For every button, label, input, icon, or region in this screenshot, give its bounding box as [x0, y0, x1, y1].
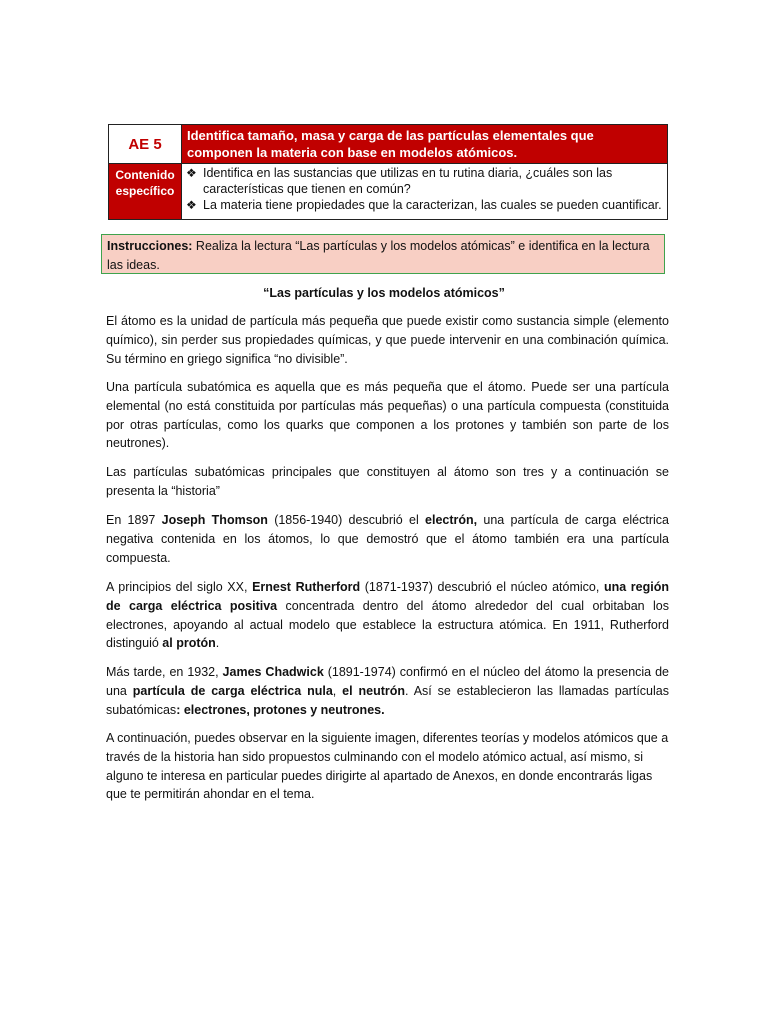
text-run: (1871-1937) descubrió el núcleo atómico, — [360, 580, 604, 594]
text-run: En 1897 — [106, 513, 162, 527]
instructions-label: Instrucciones: — [107, 239, 193, 253]
paragraph-rutherford — [106, 578, 669, 653]
instructions-box — [101, 234, 665, 274]
text-run: Más tarde, en 1932, — [106, 665, 223, 679]
content-item — [186, 165, 663, 197]
text-run: . Así se establecieron las llamadas partículas subatómicas — [106, 683, 669, 717]
diamond-bullet-icon: ❖ — [186, 166, 197, 180]
ae-code: AE 5 — [109, 125, 182, 164]
text-run-bold: James Chadwick — [222, 665, 324, 679]
text-run-bold: al protón — [162, 636, 216, 651]
text-run: A principios del siglo XX, — [106, 580, 253, 594]
paragraph-subatomic: Una partícula subatómica es aquella que es más pequeña que el átomo. Puede ser una partícula elemental (no está constituida por partículas más pequeñas) o una partícula compuesta (constituida por otras partículas, como los quarks que componen a los protones y también son parte de los neutrones). — [106, 380, 669, 451]
text-run-bold: partícula de carga eléctrica nula — [132, 683, 333, 698]
content-items — [182, 164, 668, 220]
text-run-bold: una región de carga eléctrica positiva — [106, 580, 669, 613]
reading-title: “Las partículas y los modelos atómicos” — [263, 286, 505, 300]
text-run-bold: el neutrón — [342, 683, 406, 698]
diamond-bullet-icon: ❖ — [186, 198, 197, 212]
text-run-bold: Joseph Thomson — [161, 513, 268, 527]
text-run-bold: electrón, — [425, 513, 478, 527]
paragraph-atom: El átomo es la unidad de partícula más pequeña que puede existir como sustancia simple (elemento químico), sin perder sus propiedades químicas, y que puede intervenir en una combinación química. Su término en griego significa “no divisible”. — [106, 314, 669, 366]
content-item — [186, 197, 663, 213]
paragraph-chadwick — [106, 663, 669, 719]
paragraph-history-intro: Las partículas subatómicas principales que constituyen al átomo son tres y a continuación se presenta la “historia” — [106, 465, 669, 498]
paragraph-models-intro: A continuación, puedes observar en la siguiente imagen, diferentes teorías y modelos atómicos que a través de la historia han sido propuestos culminando con el modelo atómico actual, así mismo, si alguno te interesa en particular puedes dirigirte al apartado de Anexos, en donde encontrarás ligas que te permitirán ahondar en el tema. — [106, 731, 669, 802]
text-run: (1856-1940) descubrió el — [267, 513, 426, 527]
text-run: (1891-1974) confirmó en el núcleo del átomo la presencia de una — [106, 665, 669, 698]
content-item-text: Identifica en las sustancias que utilizas en tu rutina diaria, ¿cuáles son las características que tienen en común? — [203, 166, 613, 196]
learning-outcome-table — [108, 124, 668, 220]
ae-title: Identifica tamaño, masa y carga de las partículas elementales que componen la materia con base en modelos atómicos. — [182, 125, 668, 164]
text-run: una partícula de carga eléctrica negativa contenida en los átomos, lo que demostró que el átomo también era una partícula compuesta. — [106, 513, 669, 565]
text-run-bold: : electrones, protones y neutrones. — [176, 702, 385, 717]
text-run: , — [332, 683, 343, 698]
text-run: . — [215, 636, 220, 651]
content-label: Contenido específico — [109, 164, 182, 220]
paragraph-thomson — [106, 511, 669, 567]
text-run: concentrada dentro del átomo alrededor del cual orbitaban los electrones, apoyando al actual modelo que establece la estructura atómica. En 1911, Rutherford distinguió — [106, 598, 669, 651]
instructions-text: Realiza la lectura “Las partículas y los modelos atómicas” e identifica en la lectura las ideas. — [107, 239, 650, 272]
content-item-text: La materia tiene propiedades que la caracterizan, las cuales se pueden cuantificar. — [203, 198, 662, 212]
text-run-bold: Ernest Rutherford — [252, 580, 361, 594]
